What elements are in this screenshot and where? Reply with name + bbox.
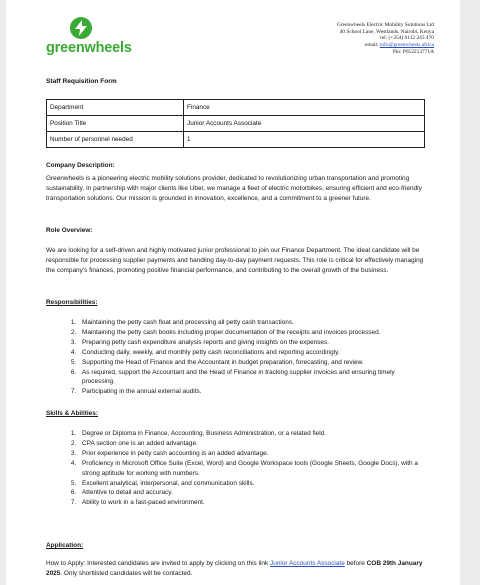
table-cell-label: Position Title [47,116,184,132]
application-middle: before [344,560,367,567]
list-item: 6. Attentive to detail and accuracy. [78,488,426,498]
list-item: 1. Degree or Diploma in Finance, Accounting, Business Administration, or a related field. [78,429,426,439]
email-label: email: [364,42,379,49]
table-cell-label: Department [47,100,184,116]
skills-list [46,429,426,508]
table-cell-value: Finance [184,100,425,116]
skills-heading: Skills & Abilities: [46,410,98,417]
list-item: 5. Supporting the Head of Finance and the Accountant in budget preparation, forecasting, and review. [78,358,426,368]
list-item: 6. As required, support the Accountant and the Head of Finance in tracking supplier invoices and ensuring timely processing. [78,368,426,388]
list-item: 3. Prior experience in petty cash accounting is an added advantage. [78,449,426,459]
application-text [46,559,429,579]
list-item: 2. Maintaining the petty cash books including proper documentation of the receipts and invoices processed. [78,328,426,338]
company-address: 40 School Lane, Westlands, Nairobi, Kenya [339,28,434,35]
application-prefix: How to Apply: Interested candidates are invited to apply by clicking on this link [46,560,271,567]
list-item: 3. Preparing petty cash expenditure analysis reports and giving insights on the expenses. [78,338,426,348]
list-item: 7. Ability to work in a fast-paced environment. [78,498,426,508]
table-row [47,116,425,132]
table-cell-label: Number of personnel needed [47,132,184,148]
company-address-block [337,22,434,56]
table-row [47,132,425,148]
email-link[interactable]: info@greenwheels.africa [379,42,434,49]
company-description-text: Greenwheels is a pioneering electric mobility solutions provider, dedicated to revolutionizing urban transportation and promoting sustainability. In partnership with major clients like Uber, we manage a fleet of electric motorbikes, ensuring efficient and eco-friendly transportation solutions. Our mission is grounded in innovation, excellence, and a commitment to a greener future. [46,175,422,202]
list-item: 1. Maintaining the petty cash float and processing all petty cash transactions. [78,318,426,328]
company-phone: tel: (+254) 0112 243 470 [380,35,434,42]
company-pin: Pin: P052213771A [392,48,434,55]
list-item: 7. Participating in the annual external audits. [78,387,426,397]
document-page [6,0,460,585]
apply-link[interactable]: Junior Accounts Associate [270,560,345,567]
application-suffix: . Only shortlisted candidates will be contacted. [60,569,193,577]
table-row [47,100,425,116]
list-item: 2. CPA section one is an added advantage. [78,439,426,449]
logo-wordmark: greenwheels [46,40,132,56]
responsibilities-list [46,318,426,397]
company-description-heading: Company Description: [46,162,115,169]
list-item: 4. Conducting daily, weekly, and monthly petty cash reconciliations and reporting accordingly. [78,348,426,358]
company-logo [46,17,136,59]
list-item: 4. Proficiency in Microsoft Office Suite (Excel, Word) and Google Workspace tools (Google Sheets, Google Docs), with a strong aptitude for working with numbers. [78,459,426,479]
application-deadline: COB 29th January 2025 [46,560,423,577]
table-cell-value: Junior Accounts Associate [184,116,425,132]
role-overview-heading: Role Overview: [46,227,93,234]
table-cell-value: 1 [184,132,425,148]
form-title: Staff Requisition Form [46,78,117,85]
responsibilities-heading: Responsibilities: [46,299,98,306]
role-overview-text: We are looking for a self-driven and highly motivated junior professional to join our Finance Department. The ideal candidate will be responsible for processing supplier payments and handling day-to-day payment requests. This role is critical for effectively managing the company's finances, promoting positive financial performance, and contributing to the overall growth of the business. [46,247,424,274]
application-heading: Application: [46,542,84,549]
company-email-line [337,42,434,49]
lightning-bolt-icon [70,17,92,39]
requisition-table [46,99,425,148]
company-name: Greenwheels Electric Mobility Solutions Ltd [336,22,434,28]
list-item: 5. Excellent analytical, interpersonal, and communication skills. [78,479,426,489]
